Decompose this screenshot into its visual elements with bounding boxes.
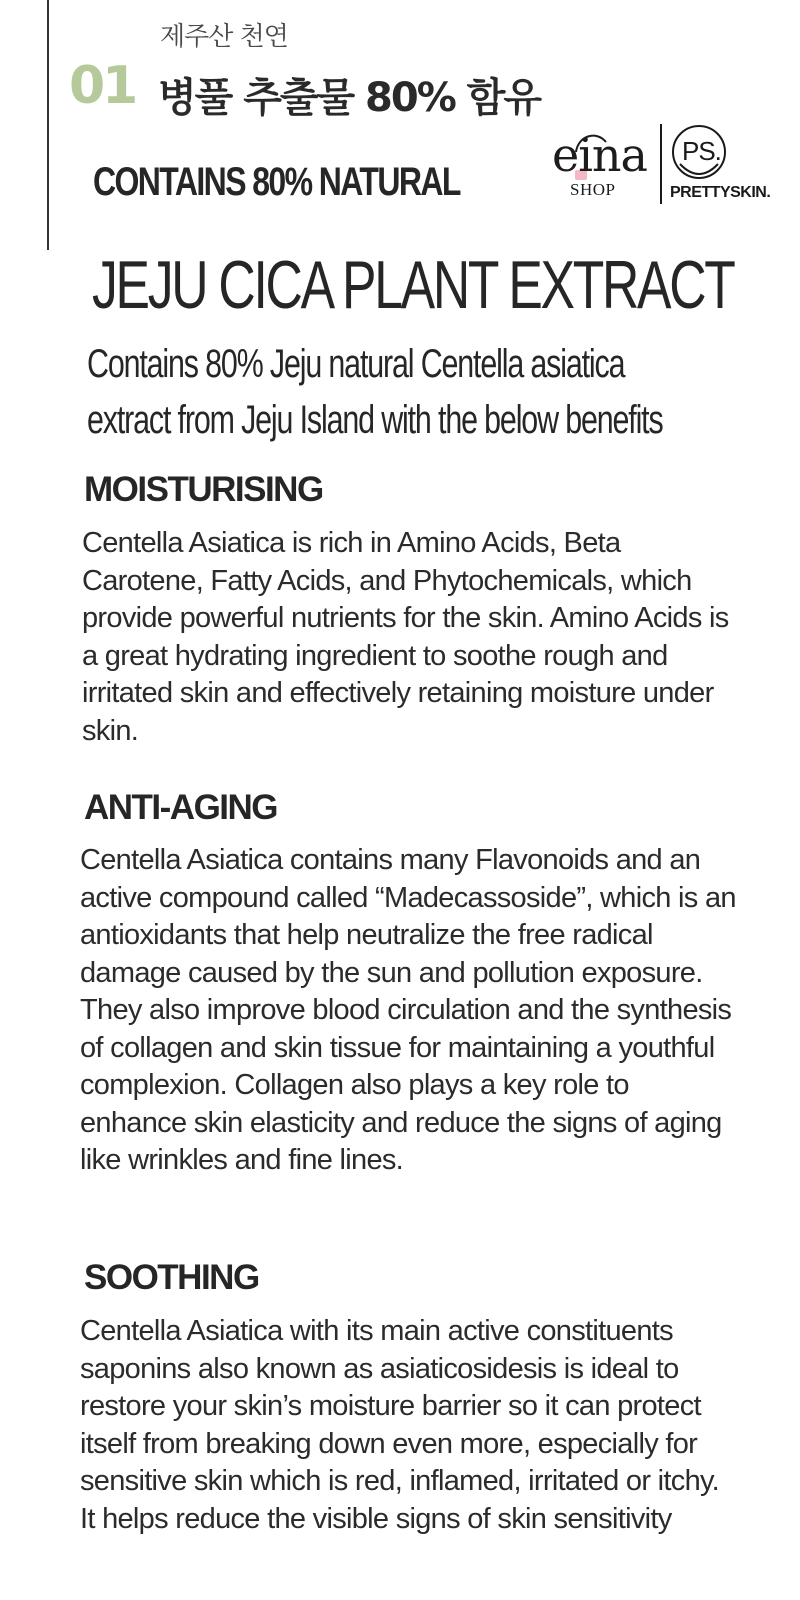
logo-divider bbox=[660, 124, 662, 204]
prettyskin-wordmark: PRETTYSKIN. bbox=[670, 184, 771, 201]
eina-shop-logo bbox=[552, 124, 647, 206]
intro-text: Contains 80% Jeju natural Centella asiatica extract from Jeju Island with the below benefits bbox=[87, 342, 663, 442]
section-heading-soothing: SOOTHING bbox=[84, 1258, 259, 1297]
section-heading-anti-aging: ANTI-AGING bbox=[84, 788, 278, 827]
eina-wordmark: eina bbox=[552, 128, 647, 182]
section-number: 01 bbox=[69, 56, 136, 116]
section-body-soothing: Centella Asiatica with its main active constituents saponins also known as asiaticosidesis is ideal to restore your skin’s moisture barrier so it can protect itself from breaking down even more, especially for sensitive skin which is red, inflamed, irritated or itchy. It helps reduce the visible signs of skin sensitivity bbox=[80, 1315, 720, 1535]
section-body-moisturising: Centella Asiatica is rich in Amino Acids, Beta Carotene, Fatty Acids, and Phytochemicals, which provide powerful nutrients for the skin. Amino Acids is a great hydrating ingredient to soothe rough and irritated skin and effectively retaining moisture under skin. bbox=[82, 527, 729, 747]
ps-monogram: PS. bbox=[682, 136, 721, 166]
decorative-vertical-line bbox=[47, 0, 49, 250]
english-headline: CONTAINS 80% NATURAL bbox=[93, 160, 460, 204]
main-title: JEJU CICA PLANT EXTRACT bbox=[92, 247, 734, 323]
eina-shop-label: SHOP bbox=[570, 180, 616, 199]
korean-title: 병풀 추출물 80% 함유 bbox=[158, 75, 540, 121]
section-body-anti-aging: Centella Asiatica contains many Flavonoids and an active compound called “Madecassoside”, which is an antioxidants that help neutralize the free radical damage caused by the sun and pollution exposure. They also improve blood circulation and the synthesis of collagen and skin tissue for maintaining a youthful complexion. Collagen also plays a key role to enhance skin elasticity and reduce the signs of aging like wrinkles and fine lines. bbox=[80, 844, 736, 1176]
korean-subtitle: 제주산 천연 bbox=[160, 22, 288, 52]
section-heading-moisturising: MOISTURISING bbox=[84, 470, 323, 509]
prettyskin-logo bbox=[668, 124, 771, 206]
